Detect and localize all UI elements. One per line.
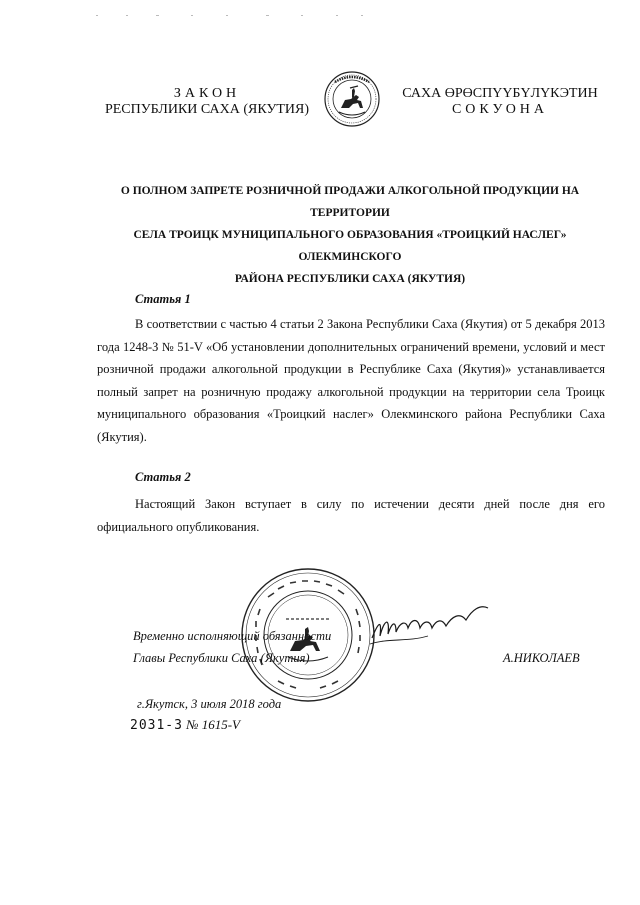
handwritten-signature [368, 598, 498, 653]
header-law-label-sakha: СОКУОНА [451, 102, 549, 117]
signatory-position-line-2: Главы Республики Саха (Якутия) [133, 651, 310, 665]
registration-number-prefix: 2031-З [130, 718, 183, 733]
registration-number-suffix: № 1615-V [186, 717, 240, 732]
registration-number [130, 717, 240, 733]
republic-emblem-icon [323, 70, 381, 128]
header-republic-label: РЕСПУБЛИКИ САХА (ЯКУТИЯ) [104, 102, 310, 117]
article-1-heading: Статья 1 [135, 292, 191, 306]
header-right [390, 86, 610, 118]
article-2-text: Настоящий Закон вступает в силу по истечении десяти дней после дня его официального опубликования. [97, 497, 605, 534]
header-republic-label-sakha: САХА ӨРӨСПҮҮБҮЛҮКЭТИН [402, 86, 598, 101]
title-line-3: РАЙОНА РЕСПУБЛИКИ САХА (ЯКУТИЯ) [234, 273, 466, 285]
signatory-position-line-1: Временно исполняющий обязанности [133, 629, 332, 643]
scan-artifact [96, 14, 366, 18]
header-law-label: ЗАКОН [173, 86, 241, 101]
article-1-text: В соответствии с частью 4 статьи 2 Закона Республики Саха (Якутия) от 5 декабря 2013 года 1248-З № 51-V «Об установлении дополнительных ограничений времени, условий и мест розничной продажи алкогольной продукции в Республике Саха (Якутия)» устанавливается полный запрет на розничную продажу алкогольной продукции на территории села Троицк муниципального образования «Троицкий наслег» Олекминского района Республики Саха (Якутия). [97, 317, 605, 444]
document-title [90, 180, 610, 290]
place-and-date: г.Якутск, 3 июля 2018 года [137, 697, 282, 711]
title-line-1: О ПОЛНОМ ЗАПРЕТЕ РОЗНИЧНОЙ ПРОДАЖИ АЛКОГОЛЬНОЙ ПРОДУКЦИИ НА ТЕРРИТОРИИ [120, 185, 580, 219]
article-2-heading: Статья 2 [135, 470, 191, 484]
header-left [92, 86, 322, 118]
signatory-name: А.НИКОЛАЕВ [503, 651, 580, 665]
title-line-2: СЕЛА ТРОИЦК МУНИЦИПАЛЬНОГО ОБРАЗОВАНИЯ «ТРОИЦКИЙ НАСЛЕГ» ОЛЕКМИНСКОГО [133, 229, 567, 263]
